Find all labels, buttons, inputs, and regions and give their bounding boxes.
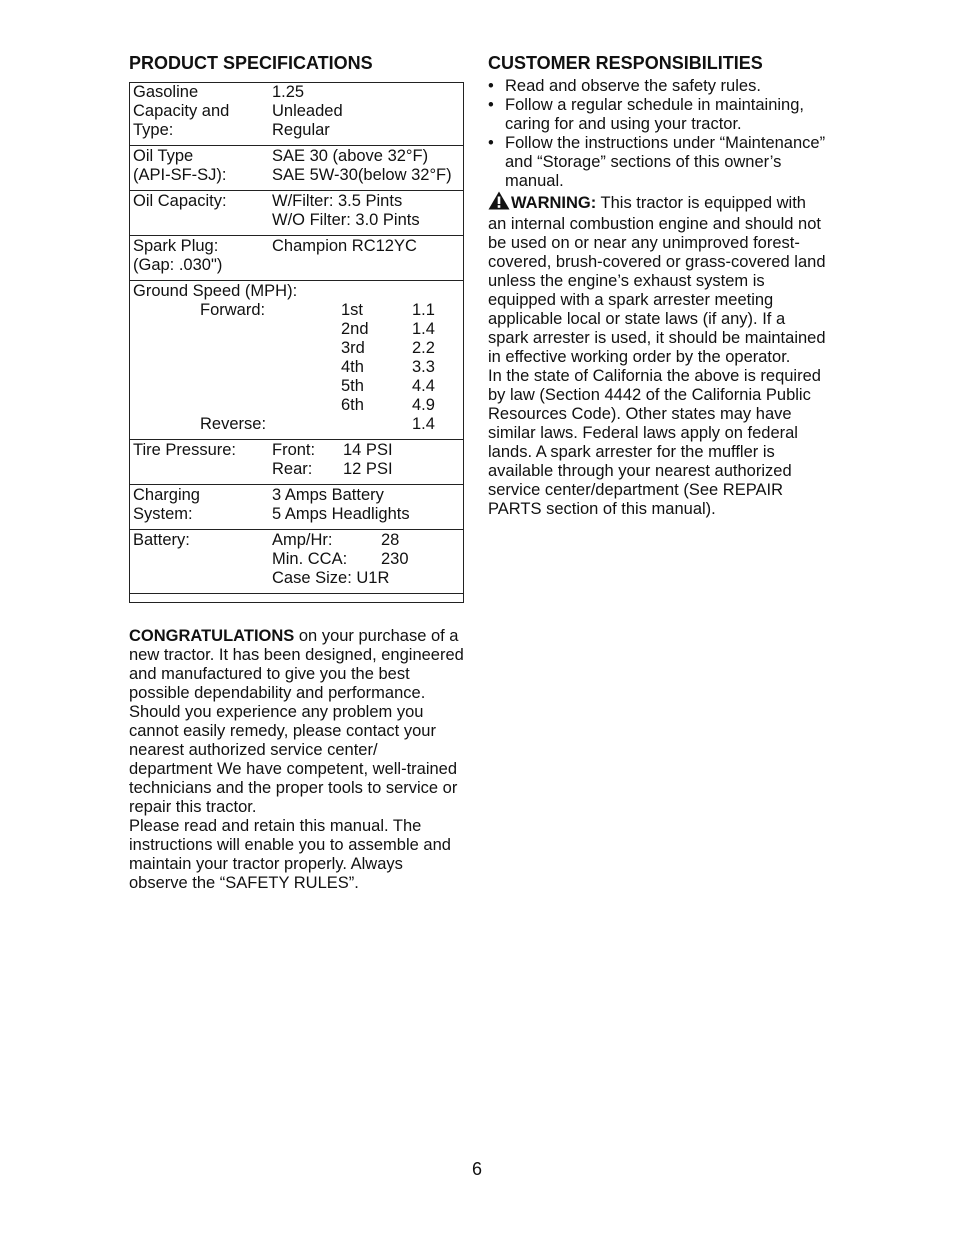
gear-label: 1st [341, 301, 364, 319]
spec-label [130, 146, 270, 191]
spec-value-line: W/Filter: 3.5 Pints [272, 192, 403, 210]
gear-label: 2nd [341, 320, 369, 338]
retain-manual-paragraph: Please read and retain this manual. The instructions will enable you to assemble and maintain your tractor properly. Always observe the “SAFETY RULES”. [129, 817, 451, 892]
gear-speed: 2.2 [412, 339, 435, 357]
warning-triangle-icon [488, 191, 510, 215]
spec-label-line: Type: [133, 121, 174, 139]
spec-label-line: Oil Type [133, 147, 194, 165]
gear-label: 6th [341, 396, 364, 414]
spec-row-oil-type [130, 146, 464, 191]
tire-pressure-grid [272, 441, 463, 479]
list-item-text: Follow the instructions under “Maintenance” and “Storage” sections of this owner’s manual. [505, 134, 826, 190]
tire-front-value: 14 PSI [343, 441, 393, 459]
warning-text: This tractor is equipped with an internal combustion engine and should not be used on or near any unimproved forest-covered, brush-covered or grass-covered land unless the engine’s exhaust system is equipped with a spark arrester meeting applicable local or state laws (if any). If a spark arrester is used, it should be maintained in effective working order by the operator. [488, 194, 826, 366]
case-size [272, 569, 463, 588]
tire-rear-value: 12 PSI [343, 460, 393, 478]
spec-label [130, 236, 270, 281]
spec-value-line: 5 Amps Headlights [272, 505, 410, 523]
cca-label: Min. CCA: [272, 550, 348, 568]
warning-label: WARNING: [511, 194, 597, 212]
ground-speed-grid [133, 301, 463, 434]
spec-row-battery [130, 530, 464, 594]
gear-label: 4th [341, 358, 364, 376]
spec-label [130, 485, 270, 530]
left-column [129, 52, 464, 893]
list-item-text: Read and observe the safety rules. [505, 77, 761, 95]
spec-label-line: Capacity and [133, 102, 230, 120]
gear-speed: 1.4 [412, 320, 435, 338]
tire-rear-label: Rear: [272, 460, 313, 478]
spec-label-line: Charging [133, 486, 200, 504]
amp-hr-value: 28 [381, 531, 400, 549]
case-size-label: Case Size: [272, 569, 352, 587]
warning-paragraph [488, 191, 828, 367]
spec-value-line: Regular [272, 121, 330, 139]
specifications-table [129, 82, 464, 603]
tire-front-label: Front: [272, 441, 316, 459]
spec-value [269, 530, 464, 594]
california-paragraph: In the state of California the above is required by law (Section 4442 of the California Public Resources Code). Other states may have similar laws. Federal laws apply on federal lands. A spark arrester for the muffler is available through your nearest authorized service center/department (See REPAIR PARTS section of this manual). [488, 367, 821, 518]
spec-value [269, 440, 464, 485]
right-column [488, 52, 828, 519]
list-item: • Follow a regular schedule in maintaining, caring for and using your tractor. [488, 96, 804, 133]
spec-label-line: System: [133, 505, 193, 523]
spec-value-line: W/O Filter: 3.0 Pints [272, 211, 420, 229]
list-item: • Read and observe the safety rules. [488, 77, 761, 95]
spec-value [269, 83, 464, 146]
spec-label: Oil Capacity: [130, 191, 270, 236]
spec-label [130, 83, 270, 146]
spec-row-oil-capacity [130, 191, 464, 236]
spec-row-tire-pressure [130, 440, 464, 485]
ground-speed-label: Ground Speed (MPH): [133, 282, 298, 300]
spec-value-line: SAE 5W-30(below 32°F) [272, 166, 452, 184]
spec-row-spark-plug [130, 236, 464, 281]
product-specifications-heading: PRODUCT SPECIFICATIONS [129, 53, 373, 73]
spec-value [269, 485, 464, 530]
spec-row-charging [130, 485, 464, 530]
reverse-speed: 1.4 [412, 415, 435, 433]
reverse-label: Reverse: [200, 415, 267, 433]
spec-value-line: Unleaded [272, 102, 343, 120]
congratulations-paragraph [129, 627, 464, 703]
list-item-text: Follow a regular schedule in maintaining, caring for and using your tractor. [505, 96, 804, 133]
spec-label-line: (API-SF-SJ): [133, 166, 227, 184]
spec-value [269, 146, 464, 191]
battery-grid [272, 531, 463, 569]
spec-label: Battery: [130, 530, 270, 594]
spec-value [269, 191, 464, 236]
gear-label: 5th [341, 377, 364, 395]
congratulations-lead: CONGRATULATIONS [129, 627, 295, 645]
spec-label-line: Spark Plug: [133, 237, 219, 255]
list-item: • Follow the instructions under “Maintenance” and “Storage” sections of this owner’s manual. [488, 134, 826, 190]
congratulations-section [129, 627, 464, 893]
spec-row-empty [130, 594, 464, 603]
gear-label: 3rd [341, 339, 365, 357]
spec-value: Champion RC12YC [269, 236, 464, 281]
responsibilities-list [488, 77, 828, 191]
spec-label: Tire Pressure: [130, 440, 270, 485]
spec-label-line: Gasoline [133, 83, 199, 101]
spec-label-line: (Gap: .030") [133, 256, 223, 274]
gear-speed: 4.4 [412, 377, 435, 395]
gear-speed: 4.9 [412, 396, 435, 414]
spec-value-line: 3 Amps Battery [272, 486, 384, 504]
page-number: 6 [471, 1159, 482, 1179]
gear-speed: 1.1 [412, 301, 435, 319]
amp-hr-label: Amp/Hr: [272, 531, 333, 549]
spec-value-line: SAE 30 (above 32°F) [272, 147, 429, 165]
spec-row-gasoline [130, 83, 464, 146]
congratulations-text: on your purchase of a new tractor. It has been designed, engineered and manufactured to give you the best possible dependability and performance. [129, 627, 464, 702]
spec-value-line: 1.25 [272, 83, 305, 101]
spec-row-ground-speed [130, 281, 464, 440]
gear-speed: 3.3 [412, 358, 435, 376]
customer-responsibilities-heading: CUSTOMER RESPONSIBILITIES [488, 53, 763, 73]
case-size-value: U1R [356, 569, 390, 587]
support-paragraph: Should you experience any problem you cannot easily remedy, please contact your nearest authorized service center/ department We have competent, well-trained technicians and the proper tools to service or repair this tractor. [129, 703, 458, 816]
ground-speed-cell [130, 281, 464, 440]
cca-value: 230 [381, 550, 409, 568]
forward-label: Forward: [200, 301, 266, 319]
